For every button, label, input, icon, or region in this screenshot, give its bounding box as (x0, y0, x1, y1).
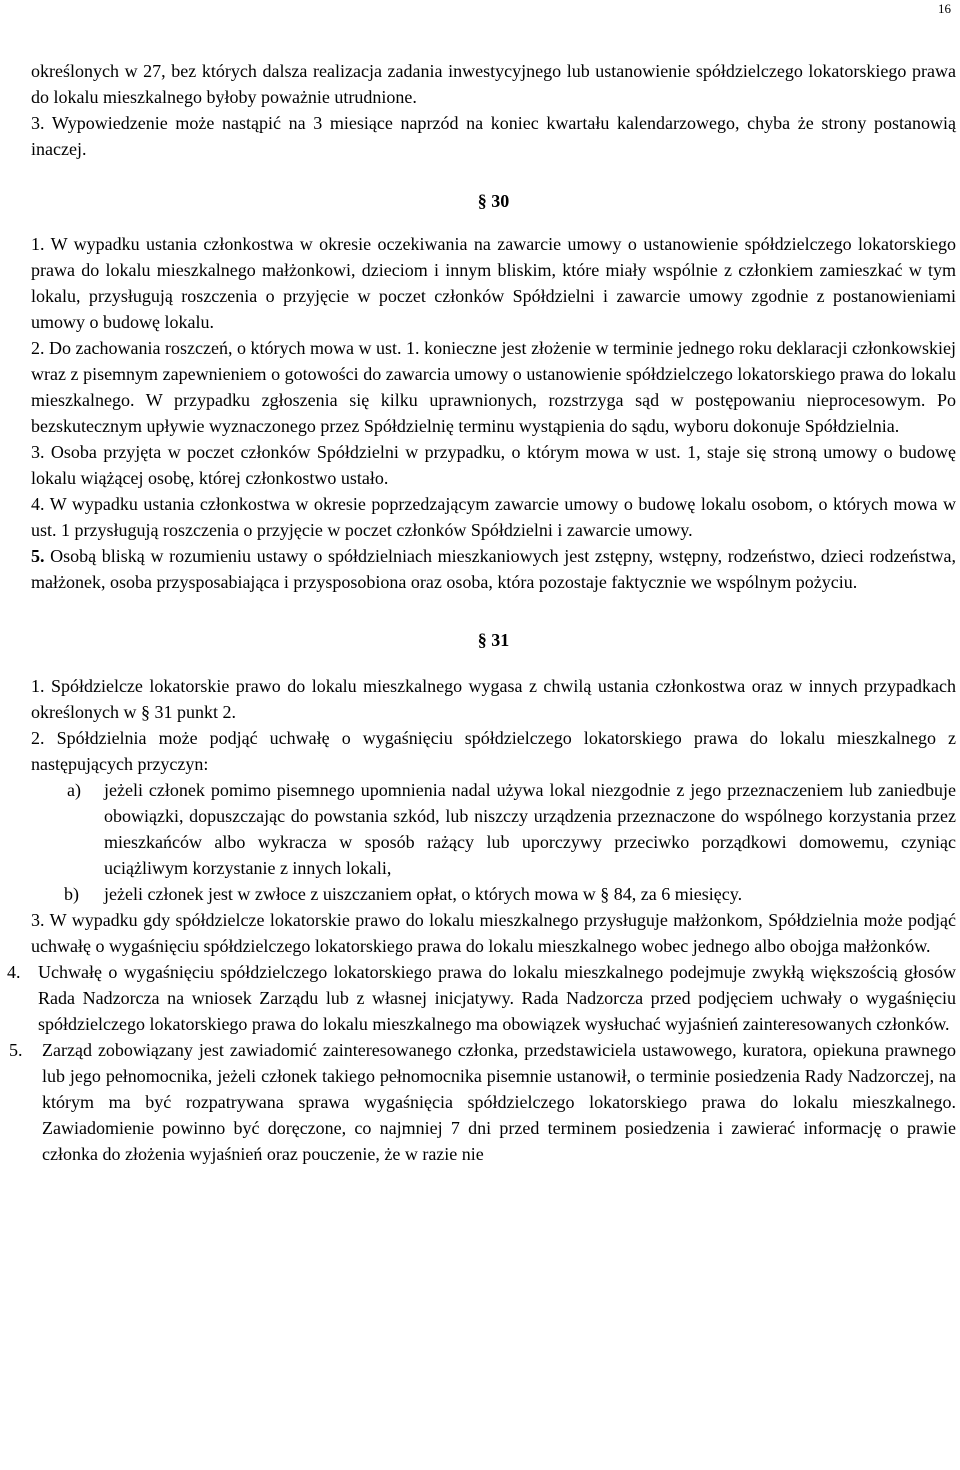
s31-item-2 (31, 725, 956, 777)
item-text: Do zachowania roszczeń, o których mowa w ust. 1. konieczne jest złożenie w terminie jednego roku deklaracji członkowskiej wraz z pisemnym zapewnieniem o gotowości do zawarcia umowy o ustanowienie spółdzielczego lokatorskiego prawa do lokalu mieszkalnego. W przypadku zgłoszenia się kilku uprawnionych, rozstrzyga sąd w postępowaniu nieprocesowym. Po bezskutecznym upływie wyznaczonego przez Spółdzielnię terminu wystąpienia do sądu, wyboru dokonuje Spółdzielnia. (31, 338, 957, 436)
s31-item-5 (9, 1037, 956, 1167)
item-number: 5. (9, 1040, 23, 1060)
sub-letter: a) (67, 780, 81, 800)
item-number: 3. (31, 113, 45, 133)
item-number: 2. (31, 338, 45, 358)
item-text: Osoba przyjęta w poczet członków Spółdzielni w przypadku, o którym mowa w ust. 1, staje się stroną umowy o budowę lokalu wiążącej osobę, której członkostwo ustało. (31, 442, 957, 488)
s31-item-2-sub-b (31, 881, 956, 907)
item-text: Osobą bliską w rozumieniu ustawy o spółdzielniach mieszkaniowych jest zstępny, wstępny, rodzeństwo, dzieci rodzeństwa, małżonek, osoba przysposabiająca i przysposobiona oraz osoba, która pozostaje faktycznie we wspólnym pożyciu. (31, 546, 956, 592)
item-number: 1. (31, 676, 45, 696)
item-number: 4. (31, 494, 45, 514)
item-number: 1. (31, 234, 45, 254)
document-body (7, 58, 957, 1167)
item-text: Spółdzielnia może podjąć uchwałę o wygaśnięciu spółdzielczego lokatorskiego prawa do lokalu mieszkalnego z następujących przyczyn: (31, 728, 957, 774)
item-text: W wypadku gdy spółdzielcze lokatorskie prawo do lokalu mieszkalnego przysługuje małżonkom, Spółdzielnia może podjąć uchwałę o wygaśnięciu spółdzielczego lokatorskiego prawa do lokalu mieszkalnego wobec jednego albo obojga małżonków. (31, 910, 956, 956)
sub-text: jeżeli członek jest w zwłoce z uiszczaniem opłat, o których mowa w § 84, za 6 miesięcy. (104, 884, 743, 904)
item-text: Spółdzielcze lokatorskie prawo do lokalu mieszkalnego wygasa z chwilą ustania członkostwa oraz w innych przypadkach określonych w § 31 punkt 2. (31, 676, 956, 722)
s30-item-2 (31, 335, 956, 439)
s30-item-5 (31, 543, 956, 595)
s30-item-1 (31, 231, 956, 335)
sub-text: jeżeli członek pomimo pisemnego upomnienia nadal używa lokal niezgodnie z jego przeznaczeniem lub zaniedbuje obowiązki, dopuszczając do powstania szkód, lub niszczy urządzenia przeznaczone do wspólnego korzystania przez mieszkańców albo wykracza w sposób rażący lub uporczywy przeciwko porządkowi domowemu, czyniąc uciążliwym korzystanie z innych lokali, (104, 780, 956, 878)
item-number: 4. (7, 962, 21, 982)
s31-item-1 (31, 673, 956, 725)
item-number: 5. (31, 546, 45, 566)
s30-item-3 (31, 439, 956, 491)
item-text: W wypadku ustania członkostwa w okresie oczekiwania na zawarcie umowy o ustanowienie spółdzielczego lokatorskiego prawa do lokalu mieszkalnego małżonkowi, dzieciom i innym bliskim, które miały wspólnie z członkiem zamieszkać w tym lokalu, przysługują roszczenia o przyjęcie w poczet członków Spółdzielni i zawarcie umowy zgodnie z postanowieniami umowy o budowę lokalu. (31, 234, 957, 332)
s31-item-3 (31, 907, 956, 959)
item-text: Zarząd zobowiązany jest zawiadomić zainteresowanego członka, przedstawiciela ustawowego, kuratora, opiekuna prawnego lub jego pełnomocnika, jeżeli członek takiego pełnomocnika pisemnie ustanowił, o terminie posiedzenia Rady Nadzorczej, na którym ma być rozpatrywana sprawa wygaśnięcia spółdzielczego lokatorskiego prawa do lokalu mieszkalnego. Zawiadomienie powinno być doręczone, co najmniej 7 dni przed terminem posiedzenia i zawierać informację o prawie członka do złożenia wyjaśnień oraz pouczenie, że w razie nie (42, 1040, 956, 1164)
s30-item-4 (31, 491, 956, 543)
page-number: 16 (938, 1, 951, 16)
section-heading-30: § 30 (477, 191, 510, 211)
section-heading-31: § 31 (477, 630, 510, 650)
intro-paragraph: określonych w 27, bez których dalsza realizacja zadania inwestycyjnego lub ustanowienie spółdzielczego lokatorskiego prawa do lokalu mieszkalnego byłoby poważnie utrudnione. (31, 61, 956, 107)
item-number: 2. (31, 728, 45, 748)
s31-item-2-sublist (31, 777, 956, 907)
item-text: W wypadku ustania członkostwa w okresie poprzedzającym zawarcie umowy o budowę lokalu osobom, o których mowa w ust. 1 przysługują roszczenia o przyjęcie w poczet członków Spółdzielni i zawarcie umowy. (31, 494, 956, 540)
s31-item-4 (7, 959, 956, 1037)
sub-letter: b) (64, 884, 79, 904)
s31-item-2-sub-a (31, 777, 956, 881)
intro-item-3 (31, 110, 956, 162)
item-text: Wypowiedzenie może nastąpić na 3 miesiące naprzód na koniec kwartału kalendarzowego, chyba że strony postanowią inaczej. (31, 113, 956, 159)
item-number: 3. (31, 910, 45, 930)
item-number: 3. (31, 442, 45, 462)
item-text: Uchwałę o wygaśnięciu spółdzielczego lokatorskiego prawa do lokalu mieszkalnego podejmuje zwykłą większością głosów Rada Nadzorcza na wniosek Zarządu lub z własnej inicjatywy. Rada Nadzorcza przed podjęciem uchwały o wygaśnięciu spółdzielczego lokatorskiego prawa do lokalu mieszkalnego ma obowiązek wysłuchać wyjaśnień zainteresowanych członków. (38, 962, 956, 1034)
